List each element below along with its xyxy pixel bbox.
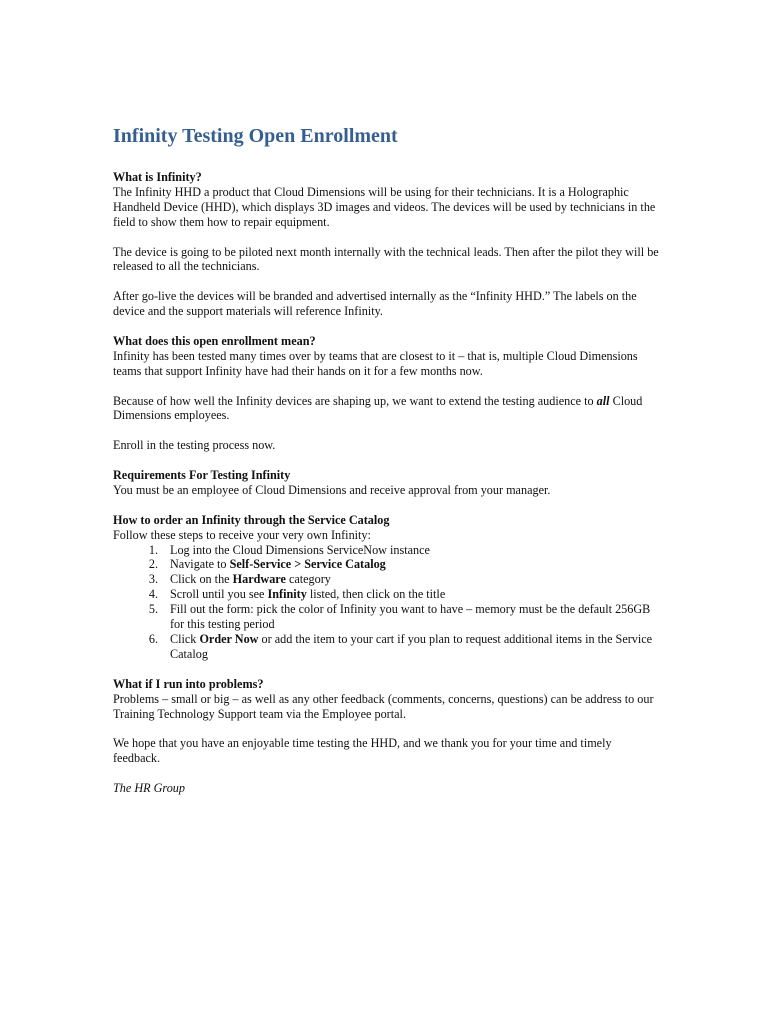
step-text-post: category (285, 572, 331, 587)
step-text (158, 587, 661, 602)
heading-requirements: Requirements For Testing Infinity (113, 468, 291, 483)
signature: The HR Group (113, 781, 185, 795)
heading-open-enrollment: What does this open enrollment mean? (113, 333, 316, 348)
step-text-pre: Log into the Cloud Dimensions ServiceNow instance (170, 542, 430, 557)
step-number: 2. (148, 557, 158, 572)
heading-what-is-infinity: What is Infinity? (113, 170, 202, 184)
emphasis-all: all (596, 393, 610, 408)
paragraph-open-enrollment-2 (113, 394, 661, 424)
step-text-bold: Hardware (232, 572, 286, 587)
step-text (158, 632, 661, 662)
document-page (113, 122, 661, 796)
paragraph-problems-1: Problems – small or big – as well as any other feedback (comments, concerns, questions) can be address to our Training Technology Support team via the Employee portal. (113, 691, 654, 721)
paragraph-problems-2: We hope that you have an enjoyable time testing the HHD, and we thank you for your time and timely feedback. (113, 736, 612, 766)
step-number: 3. (148, 572, 158, 587)
paragraph-open-enrollment-1: Infinity has been tested many times over by teams that are closest to it – that is, multiple Cloud Dimensions teams that support Infinity have had their hands on it for a few months now. (113, 348, 638, 378)
order-step (113, 587, 661, 602)
step-text (158, 557, 661, 572)
step-text-post: listed, then click on the title (306, 587, 446, 602)
step-text-pre: Click (170, 631, 200, 646)
heading-problems: What if I run into problems? (113, 676, 264, 691)
how-to-order-intro: Follow these steps to receive your very own Infinity: (113, 527, 371, 542)
step-text (158, 602, 661, 632)
step-text (158, 572, 661, 587)
order-step (113, 632, 661, 662)
paragraph-open-enrollment-2-after: Cloud Dimensions employees. (113, 393, 643, 423)
order-steps-list (113, 543, 661, 662)
step-text-bold: Self-Service > Service Catalog (229, 557, 386, 572)
order-step (113, 543, 661, 558)
step-number: 5. (148, 602, 158, 617)
step-number: 1. (148, 542, 158, 557)
order-step (113, 572, 661, 587)
step-text-pre: Navigate to (170, 557, 230, 572)
order-step (113, 602, 661, 632)
paragraph-what-is-3: After go-live the devices will be branded and advertised internally as the “Infinity HHD.” The labels on the device and the support materials will reference Infinity. (113, 289, 637, 319)
step-text-pre: Click on the (170, 572, 233, 587)
step-text-pre: Scroll until you see (170, 587, 268, 602)
paragraph-what-is-1: The Infinity HHD a product that Cloud Dimensions will be using for their technicians. It is a Holographic Handheld Device (HHD), which displays 3D images and videos. The devices will be used by technicians in the field to show them how to repair equipment. (113, 184, 656, 229)
step-text-post: or add the item to your cart if you plan to request additional items in the Service Catalog (170, 631, 653, 661)
step-number: 6. (148, 631, 158, 646)
step-text-pre: Fill out the form: pick the color of Infinity you want to have – memory must be the default 256GB for this testing period (170, 602, 651, 632)
paragraph-open-enrollment-2-before: Because of how well the Infinity devices are shaping up, we want to extend the testing audience to (113, 393, 597, 408)
paragraph-open-enrollment-3: Enroll in the testing process now. (113, 438, 276, 453)
paragraph-requirements: You must be an employee of Cloud Dimensions and receive approval from your manager. (113, 482, 551, 497)
document-title: Infinity Testing Open Enrollment (113, 125, 398, 147)
paragraph-what-is-2: The device is going to be piloted next month internally with the technical leads. Then after the pilot they will be released to all the technicians. (113, 244, 659, 274)
step-text-bold: Infinity (267, 587, 307, 602)
step-text-bold: Order Now (199, 631, 259, 646)
step-text (158, 543, 661, 558)
step-number: 4. (148, 587, 158, 602)
heading-how-to-order: How to order an Infinity through the Service Catalog (113, 512, 390, 527)
order-step (113, 557, 661, 572)
